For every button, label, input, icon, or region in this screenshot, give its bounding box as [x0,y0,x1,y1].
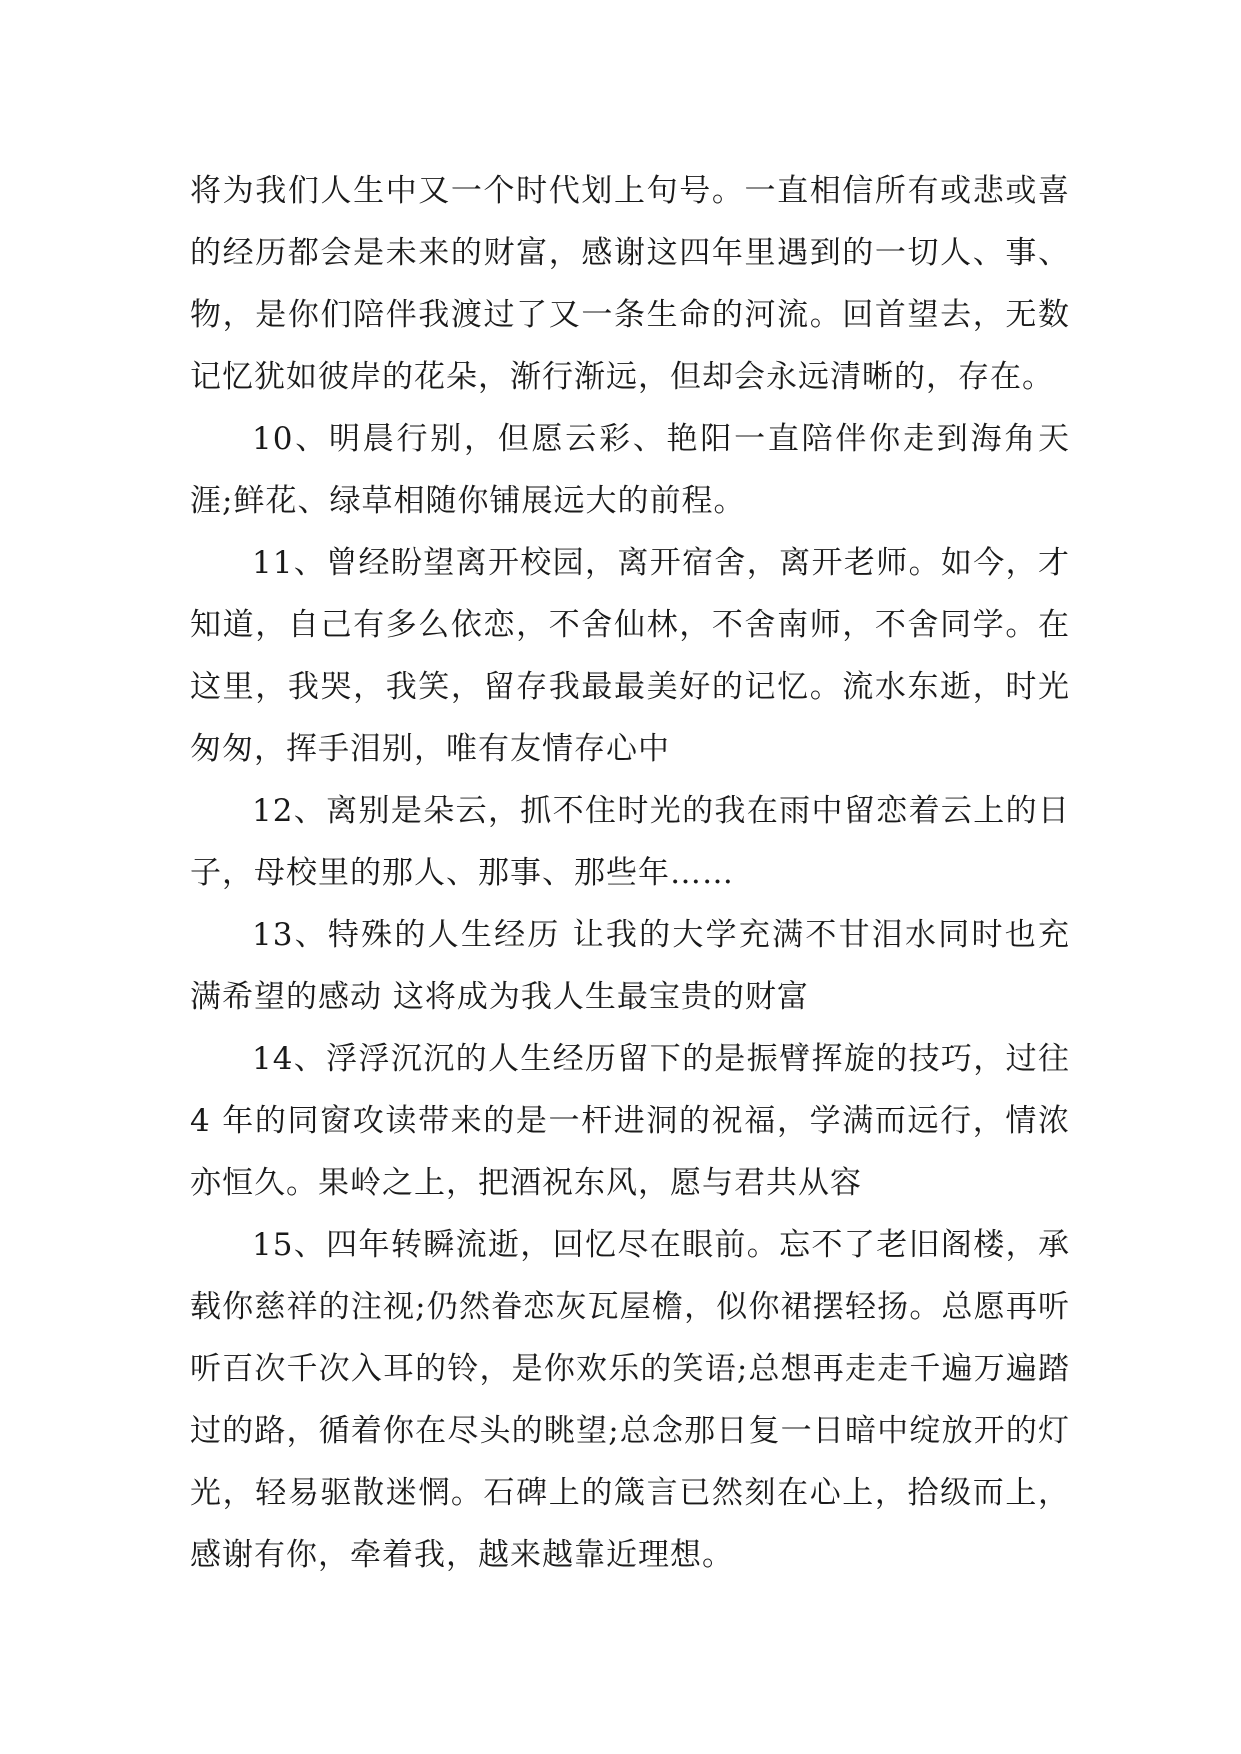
paragraph-item-10: 10、明晨行别，但愿云彩、艳阳一直陪伴你走到海角天涯;鲜花、绿草相随你铺展远大的前程。 [190,421,1070,519]
paragraph-item-15: 15、四年转瞬流逝，回忆尽在眼前。忘不了老旧阁楼，承载你慈祥的注视;仍然眷恋灰瓦屋檐，似你裙摆轻扬。总愿再听听百次千次入耳的铃，是你欢乐的笑语;总想再走走千遍万遍踏过的路，循着你在尽头的眺望;总念那日复一日暗中绽放开的灯光，轻易驱散迷惘。石碑上的箴言已然刻在心上，拾级而上，感谢有你，牵着我，越来越靠近理想。 [190,1227,1070,1573]
document-body [190,160,1070,1586]
paragraph-item-14: 14、浮浮沉沉的人生经历留下的是振臂挥旋的技巧，过往 4 年的同窗攻读带来的是一杆进洞的祝福，学满而远行，情浓亦恒久。果岭之上，把酒祝东风，愿与君共从容 [190,1041,1070,1201]
paragraph-continuation: 将为我们人生中又一个时代划上句号。一直相信所有或悲或喜的经历都会是未来的财富，感谢这四年里遇到的一切人、事、物，是你们陪伴我渡过了又一条生命的河流。回首望去，无数记忆犹如彼岸的花朵，渐行渐远，但却会永远清晰的，存在。 [190,173,1070,395]
paragraph-item-12: 12、离别是朵云，抓不住时光的我在雨中留恋着云上的日子，母校里的那人、那事、那些年…… [190,793,1070,891]
paragraph-item-13: 13、特殊的人生经历 让我的大学充满不甘泪水同时也充满希望的感动 这将成为我人生最宝贵的财富 [190,917,1070,1015]
paragraph-item-11: 11、曾经盼望离开校园，离开宿舍，离开老师。如今，才知道，自己有多么依恋，不舍仙林，不舍南师，不舍同学。在这里，我哭，我笑，留存我最最美好的记忆。流水东逝，时光匆匆，挥手泪别，唯有友情存心中 [190,545,1070,767]
